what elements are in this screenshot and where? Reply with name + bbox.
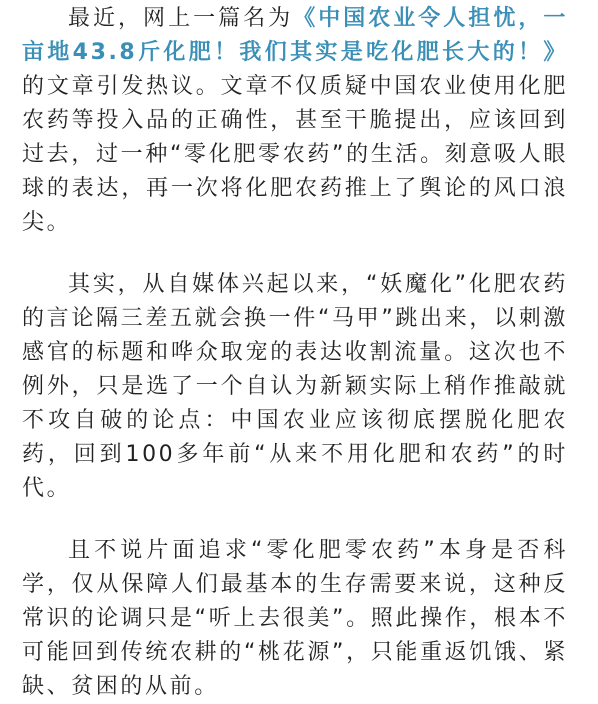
paragraph-2: 其实，从自媒体兴起以来，“妖魔化”化肥农药的言论隔三差五就会换一件“马甲”跳出来，以刺激感官的标题和哗众取宠的表达收割流量。这次也不例外，只是选了一个自认为新颖实际上稍作推敲就不攻自破的论点：中国农业应该彻底摆脱化肥农药，回到100多年前“从来不用化肥和农药”的时代。: [22, 272, 568, 501]
article-title-link[interactable]: 《中国农业令人担忧，一亩地43.8斤化肥！我们其实是吃化肥长大的！》: [22, 6, 568, 65]
paragraph-1-intro: 最近，网上一篇名为: [68, 6, 294, 31]
paragraph-3: 且不说片面追求“零化肥零农药”本身是否科学，仅从保障人们最基本的生存需要来说，这种反常识的论调只是“听上去很美”。照此操作，根本不可能回到传统农耕的“桃花源”，只能重返饥饿、紧缺、贫困的从前。: [22, 538, 568, 699]
paragraph-1-body: 的文章引发热议。文章不仅质疑中国农业使用化肥农药等投入品的正确性，甚至干脆提出，应该回到过去，过一种“零化肥零农药”的生活。刻意吸人眼球的表达，再一次将化肥农药推上了舆论的风口浪尖。: [22, 74, 568, 235]
paragraph-1: [22, 2, 568, 240]
